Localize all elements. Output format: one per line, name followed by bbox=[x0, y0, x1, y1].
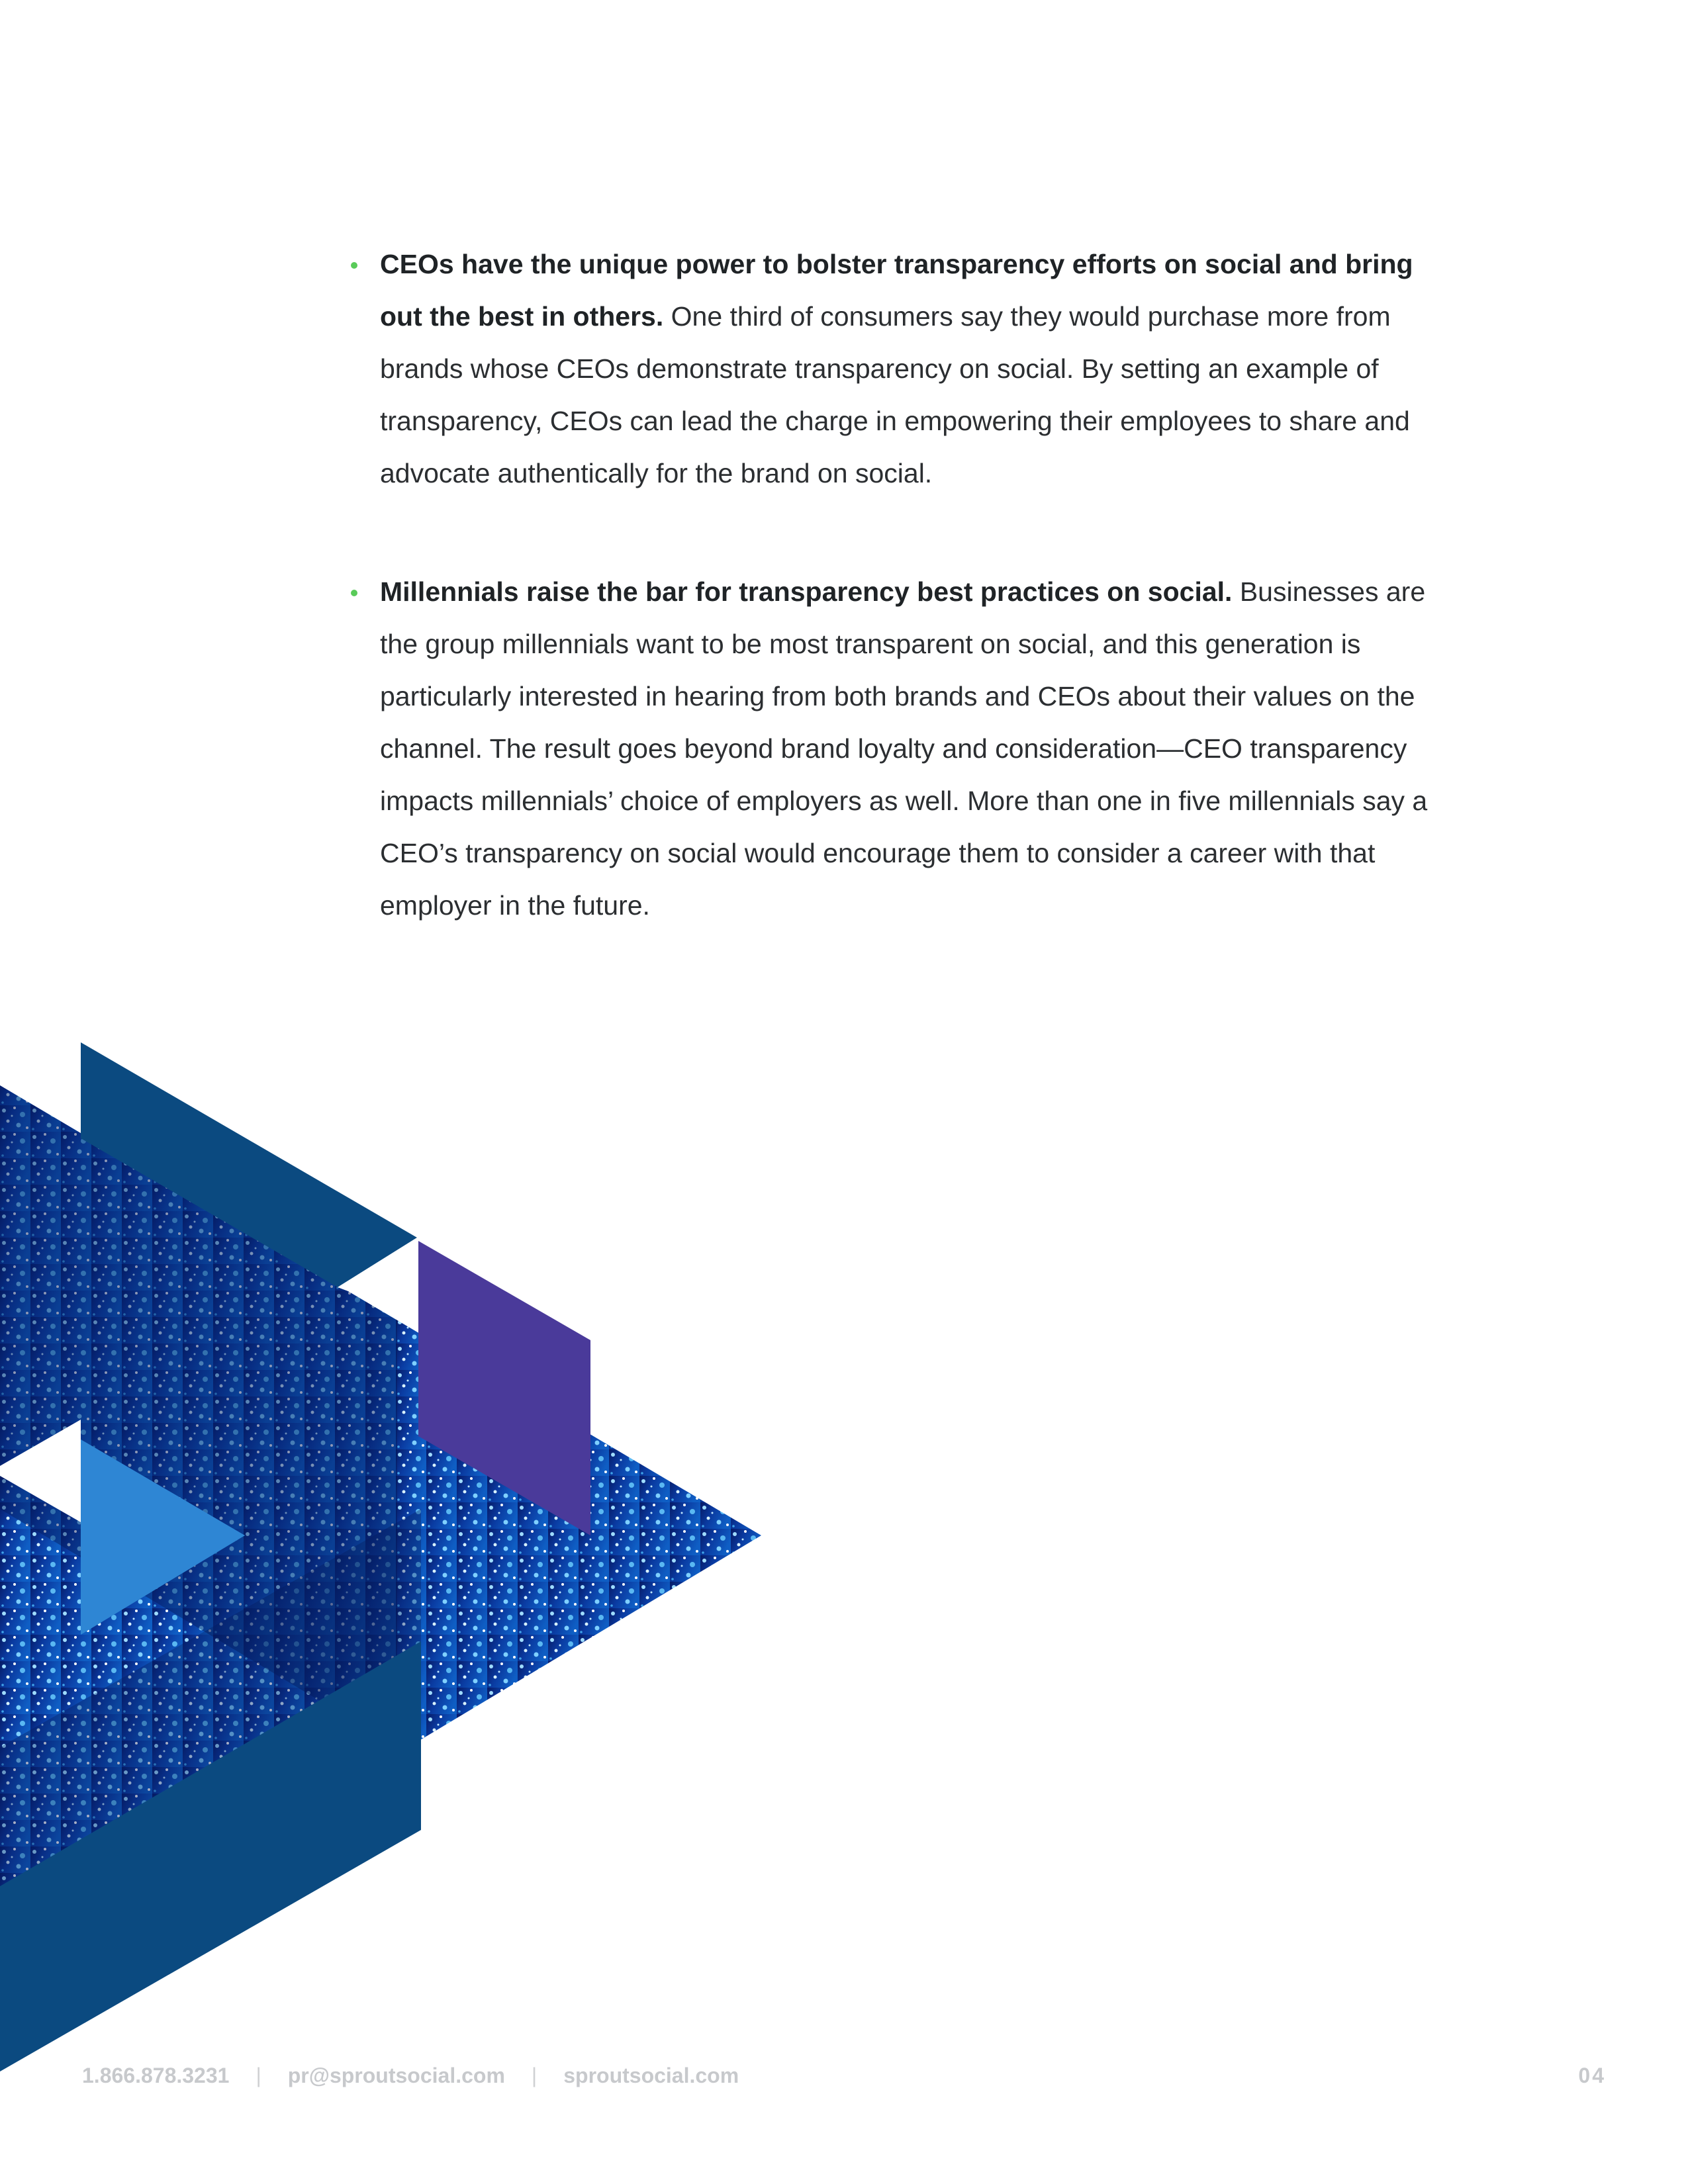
footer-separator: | bbox=[256, 2064, 261, 2087]
bullet-item-ceos bbox=[351, 238, 1450, 500]
footer-phone[interactable]: 1.866.878.3231 bbox=[82, 2064, 230, 2087]
bullet-item-millennials bbox=[351, 566, 1450, 932]
bullet-list bbox=[351, 238, 1450, 932]
footer-email[interactable]: pr@sproutsocial.com bbox=[287, 2064, 505, 2087]
bullet-dot-icon bbox=[351, 590, 357, 596]
bullet-text bbox=[380, 238, 1450, 500]
bullet-body: One third of consumers say they would purchase more from brands whose CEOs demonstrate transparency on social. By setting an example of transparency, CEOs can lead the charge in empowering their employees to share and advocate authentically for the brand on social. bbox=[380, 301, 1410, 488]
bullet-lead: Millennials raise the bar for transparency best practices on social. bbox=[380, 576, 1233, 607]
bullet-body: Businesses are the group millennials want to be most transparent on social, and this generation is particularly interested in hearing from both brands and CEOs about their values on the channel. The result goes beyond brand loyalty and consideration—CEO transparency impacts millennials’ choice of employers as well. More than one in five millennials say a CEO’s transparency on social would encourage them to consider a career with that employer in the future. bbox=[380, 576, 1428, 921]
footer-website[interactable]: sproutsocial.com bbox=[563, 2064, 739, 2087]
decorative-geometric-art bbox=[0, 1026, 768, 2085]
page-footer bbox=[82, 2064, 1606, 2088]
bullet-lead: CEOs have the unique power to bolster transparency efforts on social and bring out the best in others. bbox=[380, 249, 1413, 332]
bullet-text bbox=[380, 566, 1450, 932]
bullet-dot-icon bbox=[351, 262, 357, 269]
page-number: 04 bbox=[1578, 2064, 1606, 2087]
footer-separator: | bbox=[531, 2064, 538, 2087]
